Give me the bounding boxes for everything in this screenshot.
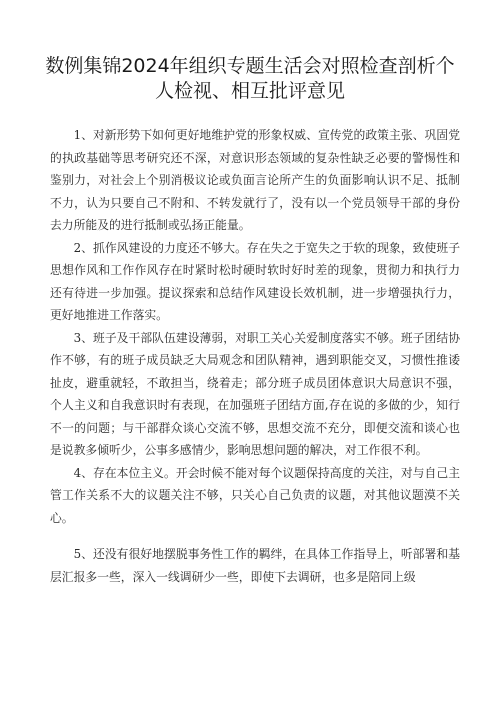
document-body xyxy=(50,124,460,588)
paragraph-2: 2、抓作风建设的力度还不够大。存在失之于宽失之于软的现象，致使班子思想作风和工作作风存在时紧时松时硬时软时好时差的现象，贯彻力和执行力还有待进一步加强。提议探索和总结作风建设长效机制，进一步增强执行力，更好地推进工作落实。 xyxy=(50,240,460,322)
paragraph-5: 5、还没有很好地摆脱事务性工作的羁绊，在具体工作指导上，听部署和基层汇报多一些，深入一线调研少一些，即使下去调研，也多是陪同上级 xyxy=(50,547,460,584)
paragraph-1: 1、对新形势下如何更好地维护党的形象权威、宣传党的政策主张、巩固党的执政基础等思考研究还不深，对意识形态领域的复杂性缺乏必要的警惕性和鉴别力，对社会上个别消极议论或负面言论所产生的负面影响认识不足、抵制不力，认为只要自己不附和、不转发就行了，没有以一个党员领导干部的身份去力所能及的进行抵制或弘扬正能量。 xyxy=(50,128,460,232)
paragraph-3: 3、班子及干部队伍建设薄弱，对职工关心关爱制度落实不够。班子团结协作不够，有的班子成员缺乏大局观念和团队精神，遇到职能交叉，习惯性推诿扯皮，避重就轻，不敢担当，绕着走；部分班子成员团体意识大局意识不强，个人主义和自我意识时有表现，在加强班子团结方面,存在说的多做的少，知行不一的问题；与干部群众谈心交流不够，思想交流不充分，即便交流和谈心也是说教多倾听少，公事多感情少，影响思想问题的解决，对工作很不利。 xyxy=(50,330,460,457)
document-title: 数例集锦2024年组织专题生活会对照检查剖析个人检视、相互批评意见 xyxy=(45,55,455,102)
paragraph-4: 4、存在本位主义。开会时候不能对每个议题保持高度的关注，对与自己主管工作关系不大的议题关注不够，只关心自己负责的议题，对其他议题漠不关心。 xyxy=(50,465,460,525)
